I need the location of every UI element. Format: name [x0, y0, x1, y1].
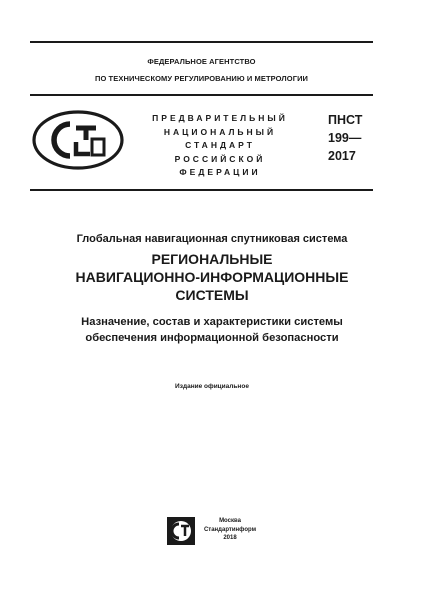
- standard-type-block: [140, 112, 300, 180]
- standard-code-line: ПНСТ: [328, 113, 363, 127]
- agency-line-2: ПО ТЕХНИЧЕСКОМУ РЕГУЛИРОВАНИЮ И МЕТРОЛОГИИ: [94, 74, 309, 83]
- edition-label: Издание официальное: [175, 383, 249, 390]
- main-title-line: СИСТЕМЫ: [175, 287, 249, 303]
- standard-type-line: РОССИЙСКОЙ: [174, 153, 266, 164]
- standard-type-line: ФЕДЕРАЦИИ: [179, 167, 261, 177]
- agency-line-1: ФЕДЕРАЛЬНОЕ АГЕНТСТВО: [147, 57, 256, 66]
- standard-code-line: 199—: [328, 131, 362, 145]
- standard-code-line: 2017: [328, 149, 356, 163]
- subtitle: [20, 314, 404, 346]
- system-name: Глобальная навигационная спутниковая система: [76, 233, 348, 245]
- middle-rule: [30, 94, 373, 96]
- standard-type-line: ПРЕДВАРИТЕЛЬНЫЙ: [152, 113, 288, 123]
- publisher-city: Москва: [219, 518, 241, 524]
- standard-code: [328, 111, 378, 165]
- gost-r-certification-mark-icon: [32, 110, 124, 170]
- subtitle-line: Назначение, состав и характеристики системы: [81, 316, 343, 328]
- main-title-line: РЕГИОНАЛЬНЫЕ: [151, 251, 273, 267]
- publisher-name: Стандартинформ: [203, 526, 257, 533]
- standard-type-line: НАЦИОНАЛЬНЫЙ: [163, 126, 277, 137]
- standard-type-line: СТАНДАРТ: [185, 140, 255, 150]
- publisher-block: [200, 517, 260, 543]
- main-title-line: НАВИГАЦИОННО-ИНФОРМАЦИОННЫЕ: [75, 269, 349, 285]
- main-title: [20, 250, 404, 304]
- subtitle-line: обеспечения информационной безопасности: [85, 332, 339, 344]
- publisher-year: 2018: [223, 535, 237, 541]
- standartinform-logo-icon: [166, 516, 196, 546]
- bottom-rule: [30, 189, 373, 191]
- top-rule: [30, 41, 373, 43]
